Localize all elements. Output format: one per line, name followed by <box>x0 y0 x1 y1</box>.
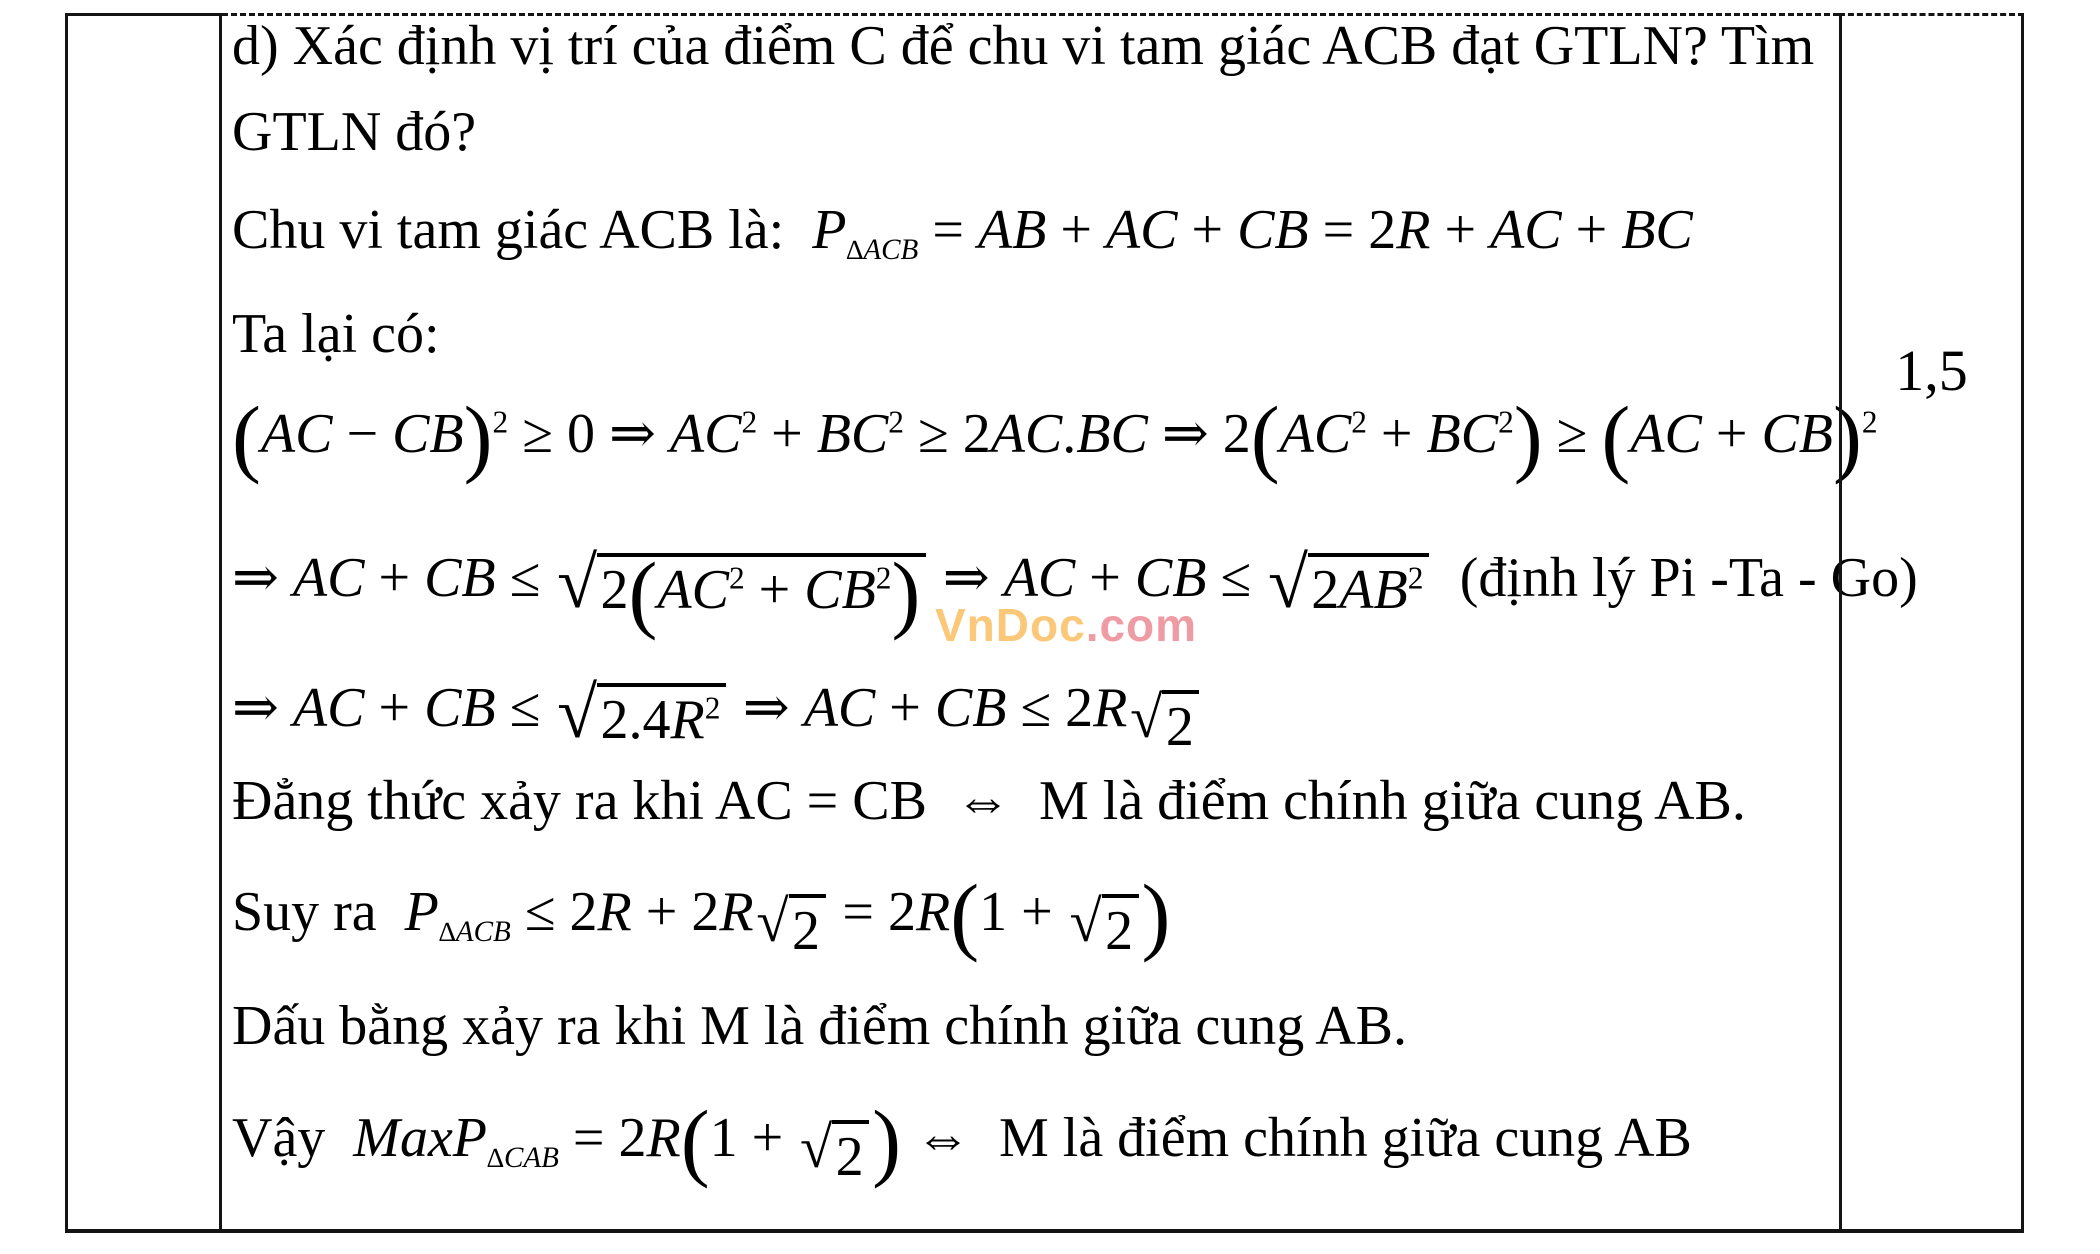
solution-line-question: d) Xác định vị trí của điểm C để chu vi tam giác ACB đạt GTLN? Tìm <box>232 15 1815 77</box>
watermark-vndoc: VnDoc <box>935 599 1086 651</box>
answer-key-table <box>65 13 2024 1233</box>
solution-line-suy-ra: Suy ra $P_{\Delta ACB} \le 2R + 2R$ √ 2 = 2R(1 + √ 2 ) <box>232 866 1171 963</box>
watermark <box>935 599 1198 651</box>
solution-line-perimeter: Chu vi tam giác ACB là: $P_{\Delta ACB}$ = AB + AC + CB = 2R + AC + BC <box>232 199 1693 267</box>
solution-line-question-cont: GTLN đó? <box>232 101 477 163</box>
solution-cell <box>222 13 1918 1229</box>
score-cell <box>1839 13 2024 1229</box>
solution-line-inequality-3: ⇒ AC + CB ≤ √ $2.4R^2$ ⇒ AC + CB ≤ 2R √ 2 <box>232 676 1202 760</box>
solution-line-inequality-1: (AC − CB)$^2$ ≥ 0 ⇒ $AC^2 + BC^2 \ge 2AC.BC$ ⇒ $2(AC^2 + BC^2) \ge (AC + CB)^2$ <box>232 388 1878 485</box>
solution-line-ta-lai-co: Ta lại có: <box>232 303 440 365</box>
solution-line-conclusion: Vậy MaxP$_{\Delta CAB}$ = 2R(1 + √ 2 ) ⇔ M là điểm chính giữa cung AB <box>232 1092 1692 1189</box>
watermark-com: .com <box>1085 599 1198 651</box>
solution-line-equality: Đẳng thức xảy ra khi AC = CB ⇔ M là điểm chính giữa cung AB. <box>232 770 1746 832</box>
solution-line-inequality-2: ⇒ AC + CB ≤ √ $2(AC^2 + CB^2)$ ⇒ AC + CB ≤ √ $2AB^2$ (định lý Pi -Ta - Go) <box>232 542 1918 642</box>
question-number-cell <box>65 13 222 1229</box>
score-value: 1,5 <box>1895 338 1968 403</box>
solution-line-dau-bang: Dấu bằng xảy ra khi M là điểm chính giữa cung AB. <box>232 995 1407 1057</box>
